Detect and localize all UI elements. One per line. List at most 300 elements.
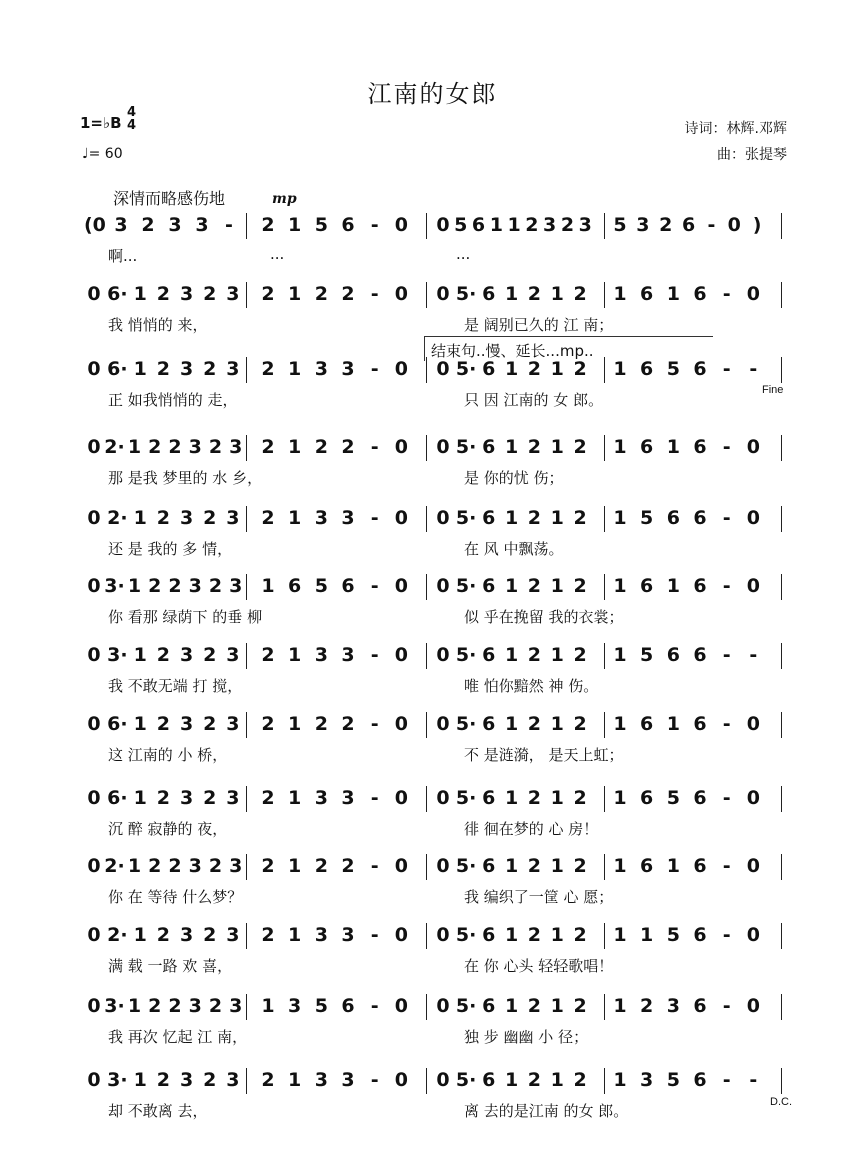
- note: -: [722, 283, 731, 305]
- tempo-marking: ♩= 60: [82, 146, 123, 162]
- lyric-first-half: 沉 醉 寂静的 夜，: [108, 820, 228, 838]
- score-line: [78, 1069, 790, 1152]
- note: 5: [454, 214, 468, 236]
- note: 3: [666, 995, 680, 1017]
- note: 6·: [107, 283, 128, 305]
- note: 2: [203, 283, 217, 305]
- note: 1: [613, 644, 627, 666]
- note: 1: [127, 436, 142, 458]
- note: 2: [640, 995, 654, 1017]
- barline: [426, 574, 427, 600]
- note: 6: [640, 855, 654, 877]
- note: 1: [133, 283, 147, 305]
- note: 2: [527, 644, 542, 666]
- note: 3: [226, 1069, 240, 1091]
- note: 0: [436, 575, 450, 597]
- note: 2: [208, 436, 223, 458]
- note: 2: [156, 787, 171, 809]
- barline: [604, 213, 605, 239]
- note: 1: [127, 855, 142, 877]
- note: 2: [261, 713, 275, 735]
- note: 5·: [455, 283, 477, 305]
- barline: [246, 435, 247, 461]
- note: 6·: [107, 358, 128, 380]
- note: 0: [394, 924, 408, 946]
- note: 2: [573, 855, 587, 877]
- note: 5·: [455, 855, 477, 877]
- note: 3: [226, 507, 240, 529]
- barline: [246, 574, 247, 600]
- barline: [426, 435, 427, 461]
- note: 3: [179, 507, 194, 529]
- note: (0: [84, 214, 106, 236]
- note: 2: [148, 855, 162, 877]
- note: 1: [127, 995, 142, 1017]
- lyric-first-half: 你 在 等待 什么梦？: [108, 888, 243, 906]
- note: 1: [613, 358, 627, 380]
- note: 2: [573, 507, 587, 529]
- note: 5: [314, 214, 328, 236]
- lyric-second-half: 徘 徊在梦的 心 房！: [464, 820, 599, 838]
- note: 0: [746, 855, 760, 877]
- note: 5·: [455, 1069, 477, 1091]
- barline: [426, 712, 427, 738]
- barline: [246, 1068, 247, 1094]
- note: -: [370, 924, 379, 946]
- note: 2: [527, 575, 542, 597]
- note: 1: [666, 575, 680, 597]
- note: 2: [156, 507, 171, 529]
- note: 1: [507, 214, 521, 236]
- note: 1: [550, 358, 564, 380]
- note: 1: [613, 436, 627, 458]
- note: 2: [527, 855, 542, 877]
- note: 2: [573, 358, 587, 380]
- note: 0: [87, 644, 101, 666]
- note: 1: [133, 358, 147, 380]
- note: 1: [288, 713, 302, 735]
- note: 2: [573, 995, 587, 1017]
- note: 1: [288, 855, 302, 877]
- note: 2: [314, 283, 328, 305]
- note: -: [722, 1069, 731, 1091]
- note: 0: [394, 855, 408, 877]
- note: 2: [527, 713, 542, 735]
- note: 1: [550, 713, 564, 735]
- note: 3: [578, 214, 592, 236]
- note: 0: [394, 713, 408, 735]
- barline: [426, 786, 427, 812]
- barline: [781, 786, 782, 812]
- lyric-second-half: 在 风 中飘荡。: [464, 540, 564, 558]
- note: 1: [666, 436, 680, 458]
- lyric-first-half: 我 悄悄的 来，: [108, 316, 208, 334]
- note: 0: [87, 283, 101, 305]
- note: 2: [527, 924, 542, 946]
- note: 0: [436, 855, 450, 877]
- note: 2: [261, 855, 275, 877]
- barline: [604, 435, 605, 461]
- note: 6·: [107, 787, 128, 809]
- note: 2·: [107, 507, 128, 529]
- note: 6·: [107, 713, 128, 735]
- ending-note: 结束句..慢、延长...mp..: [431, 342, 594, 360]
- barline: [246, 854, 247, 880]
- barline: [781, 357, 782, 383]
- note: 1: [550, 575, 564, 597]
- note: 0: [746, 924, 760, 946]
- note: 0: [436, 214, 450, 236]
- note: 2: [141, 214, 155, 236]
- note: 3: [314, 924, 328, 946]
- note: -: [370, 575, 379, 597]
- note: 6: [666, 644, 680, 666]
- note: -: [370, 436, 379, 458]
- note: 3: [229, 855, 243, 877]
- note: 0: [746, 995, 760, 1017]
- note: 2: [168, 995, 182, 1017]
- note: -: [370, 787, 379, 809]
- note: 3: [188, 855, 202, 877]
- lyric-second-half: 独 步 幽幽 小 径；: [464, 1028, 589, 1046]
- lyric-first-half: 这 江南的 小 桥，: [108, 746, 228, 764]
- note: -: [722, 507, 731, 529]
- note: 3: [341, 787, 355, 809]
- barline: [604, 712, 605, 738]
- note: 2: [341, 855, 355, 877]
- note: 6: [482, 283, 496, 305]
- note: 1: [133, 644, 147, 666]
- lyric: 啊...: [108, 247, 138, 265]
- barline: [426, 854, 427, 880]
- note: 3: [195, 214, 209, 236]
- score-line: [78, 713, 790, 796]
- note: 0: [394, 214, 408, 236]
- fine-mark: Fine: [762, 384, 784, 396]
- note: 6: [482, 787, 496, 809]
- note: 3: [226, 283, 240, 305]
- time-denominator: 4: [127, 118, 137, 133]
- note: 5·: [455, 995, 477, 1017]
- note: 0: [87, 436, 101, 458]
- note: 1: [133, 713, 147, 735]
- note: 2: [261, 507, 275, 529]
- note: 3: [636, 214, 650, 236]
- note: 2: [527, 436, 542, 458]
- note: -: [722, 644, 731, 666]
- note: 6: [666, 507, 680, 529]
- note: 1: [133, 1069, 147, 1091]
- note: 3: [179, 644, 194, 666]
- note: 0: [394, 995, 408, 1017]
- note: 1: [261, 575, 275, 597]
- note: 5: [666, 358, 680, 380]
- note: 1: [504, 436, 519, 458]
- lyric-first-half: 我 不敢无端 打 搅，: [108, 677, 243, 695]
- note: -: [722, 436, 731, 458]
- note: 6: [471, 214, 486, 236]
- note: 1: [504, 507, 519, 529]
- note: 6: [640, 713, 654, 735]
- note: 6: [693, 436, 707, 458]
- note: 5·: [455, 924, 477, 946]
- note: 1: [504, 713, 519, 735]
- note: 2: [261, 214, 275, 236]
- composer-credit: 曲：张提琴: [717, 147, 787, 163]
- note: 6: [341, 214, 355, 236]
- note: 3: [314, 787, 328, 809]
- note: 3: [188, 575, 202, 597]
- note: 1: [640, 924, 654, 946]
- barline: [781, 923, 782, 949]
- barline: [246, 643, 247, 669]
- note: 0: [436, 995, 450, 1017]
- note: 0: [394, 644, 408, 666]
- note: 2: [659, 214, 673, 236]
- note: 6: [693, 1069, 707, 1091]
- note: 5·: [455, 436, 477, 458]
- barline: [426, 1068, 427, 1094]
- note: 1: [127, 575, 142, 597]
- lyric-second-half: 我 编织了一筐 心 愿；: [464, 888, 614, 906]
- note: 2: [573, 924, 587, 946]
- lyric-first-half: 还 是 我的 多 情，: [108, 540, 233, 558]
- note: -: [370, 995, 379, 1017]
- barline: [781, 435, 782, 461]
- barline: [246, 506, 247, 532]
- note: 5: [666, 787, 680, 809]
- note: 1: [550, 1069, 564, 1091]
- note: 2: [314, 436, 328, 458]
- note: 2: [261, 358, 275, 380]
- note: 1: [504, 855, 519, 877]
- note: 1: [613, 855, 627, 877]
- note: 6: [482, 507, 496, 529]
- note: 6: [288, 575, 302, 597]
- note: 2: [148, 995, 162, 1017]
- barline: [246, 923, 247, 949]
- barline: [604, 282, 605, 308]
- note: 6: [693, 787, 707, 809]
- barline: [781, 574, 782, 600]
- note: 3·: [107, 1069, 128, 1091]
- note: 2: [341, 713, 355, 735]
- note: 2: [148, 575, 162, 597]
- note: 1: [613, 283, 627, 305]
- note: -: [707, 214, 716, 236]
- note: 2: [156, 358, 171, 380]
- dc-mark: D.C.: [770, 1096, 792, 1108]
- note: 2: [527, 1069, 542, 1091]
- note: ): [752, 214, 762, 236]
- note: 6: [693, 507, 707, 529]
- note: 1: [504, 787, 519, 809]
- note: 6: [482, 436, 496, 458]
- note: 1: [133, 787, 147, 809]
- note: 1: [504, 358, 519, 380]
- note: 2: [341, 283, 355, 305]
- note: 2: [261, 924, 275, 946]
- barline: [426, 506, 427, 532]
- dynamic-marking: mp: [272, 191, 297, 207]
- lyric-second-half: 似 乎在挽留 我的衣裳；: [464, 608, 624, 626]
- note: -: [225, 214, 233, 236]
- barline: [781, 1068, 782, 1094]
- note: 6: [482, 713, 496, 735]
- note: -: [722, 855, 731, 877]
- note: 3: [314, 1069, 328, 1091]
- note: 2: [168, 436, 182, 458]
- lyric-second-half: 不 是涟漪， 是天上虹；: [464, 746, 624, 764]
- note: 2: [527, 283, 542, 305]
- note: 3: [229, 436, 243, 458]
- note: 0: [436, 358, 450, 380]
- note: -: [370, 358, 379, 380]
- note: 1: [288, 924, 302, 946]
- note: 1: [550, 995, 564, 1017]
- note: 1: [288, 436, 302, 458]
- note: 1: [504, 575, 519, 597]
- barline: [246, 357, 247, 383]
- barline: [246, 282, 247, 308]
- barline: [781, 854, 782, 880]
- note: 1: [666, 713, 680, 735]
- lyric-first-half: 满 载 一路 欢 喜，: [108, 957, 233, 975]
- note: 5: [640, 644, 654, 666]
- note: -: [370, 644, 379, 666]
- note: 1: [613, 713, 627, 735]
- barline: [426, 643, 427, 669]
- note: 2: [208, 995, 223, 1017]
- lyric-second-half: 唯 怕你黯然 神 伤。: [464, 677, 599, 695]
- note: 6: [640, 787, 654, 809]
- note: 3: [314, 644, 328, 666]
- note: -: [370, 855, 379, 877]
- song-title: 江南的女郎: [367, 80, 498, 108]
- note: 6: [693, 855, 707, 877]
- lyric-second-half: 在 你 心头 轻轻歌唱！: [464, 957, 614, 975]
- note: 2·: [104, 855, 125, 877]
- note: -: [370, 507, 379, 529]
- note: 0: [87, 358, 101, 380]
- note: -: [370, 214, 379, 236]
- note: 1: [550, 787, 564, 809]
- note: 2: [527, 787, 542, 809]
- barline: [246, 213, 247, 239]
- note: 2: [261, 787, 275, 809]
- note: 0: [87, 713, 101, 735]
- note: 2: [527, 507, 542, 529]
- lyric-second-half: 是 阔别已久的 江 南；: [464, 316, 614, 334]
- barline: [604, 923, 605, 949]
- note: 2: [261, 644, 275, 666]
- note: 0: [746, 283, 760, 305]
- note: 6: [693, 713, 707, 735]
- lyricist-credit: 诗词：林辉.邓辉: [684, 121, 787, 137]
- note: 0: [436, 436, 450, 458]
- note: 0: [746, 575, 760, 597]
- note: 1: [613, 1069, 627, 1091]
- note: 2: [573, 436, 587, 458]
- note: 3: [188, 995, 202, 1017]
- note: 2: [203, 507, 217, 529]
- note: 0: [436, 787, 450, 809]
- note: 0: [436, 644, 450, 666]
- note: 6: [482, 855, 496, 877]
- lyric-first-half: 正 如我悄悄的 走，: [108, 391, 238, 409]
- note: 1: [133, 507, 147, 529]
- note: 3·: [107, 644, 128, 666]
- note: -: [722, 713, 731, 735]
- note: 5·: [455, 358, 477, 380]
- note: 2: [168, 575, 182, 597]
- note: 6: [693, 283, 707, 305]
- note: 0: [87, 787, 101, 809]
- note: 3: [226, 787, 240, 809]
- note: 6: [482, 995, 496, 1017]
- note: 2: [203, 1069, 217, 1091]
- note: -: [749, 644, 758, 666]
- note: 6: [693, 644, 707, 666]
- note: 1: [261, 995, 275, 1017]
- note: 2: [203, 787, 217, 809]
- note: 2: [156, 713, 171, 735]
- note: 1: [666, 855, 680, 877]
- note: 3: [188, 436, 202, 458]
- note: 6: [640, 283, 654, 305]
- note: 0: [87, 1069, 101, 1091]
- note: 2: [156, 924, 171, 946]
- key-signature: 1=♭B: [80, 114, 122, 132]
- note: 1: [550, 436, 564, 458]
- note: 2: [525, 214, 539, 236]
- lyric-first-half: 你 看那 绿荫下 的垂 柳: [108, 608, 263, 626]
- note: 1: [550, 855, 564, 877]
- note: 3: [179, 924, 194, 946]
- note: 1: [504, 924, 519, 946]
- note: 6: [482, 1069, 496, 1091]
- note: 2·: [107, 924, 128, 946]
- lyric-second-half: 只 因 江南的 女 郎。: [464, 391, 604, 409]
- barline: [604, 574, 605, 600]
- note: 0: [436, 1069, 450, 1091]
- note: 0: [746, 713, 760, 735]
- barline: [426, 357, 427, 383]
- note: 3: [226, 924, 240, 946]
- note: 0: [87, 507, 101, 529]
- score-line: [78, 358, 790, 441]
- note: 5: [314, 995, 328, 1017]
- time-numerator: 4: [127, 105, 137, 120]
- note: 5: [666, 1069, 680, 1091]
- note: 1: [550, 924, 564, 946]
- note: 6: [640, 358, 654, 380]
- note: 3: [179, 713, 194, 735]
- note: 2: [573, 575, 587, 597]
- note: 3: [179, 1069, 194, 1091]
- note: 3: [179, 283, 194, 305]
- barline: [246, 994, 247, 1020]
- barline: [604, 994, 605, 1020]
- note: 5: [314, 575, 328, 597]
- note: 1: [550, 283, 564, 305]
- expression-marking: 深情而略感伤地: [113, 189, 226, 208]
- note: 0: [746, 787, 760, 809]
- barline: [604, 786, 605, 812]
- note: -: [722, 358, 731, 380]
- barline: [426, 994, 427, 1020]
- note: 1: [288, 283, 302, 305]
